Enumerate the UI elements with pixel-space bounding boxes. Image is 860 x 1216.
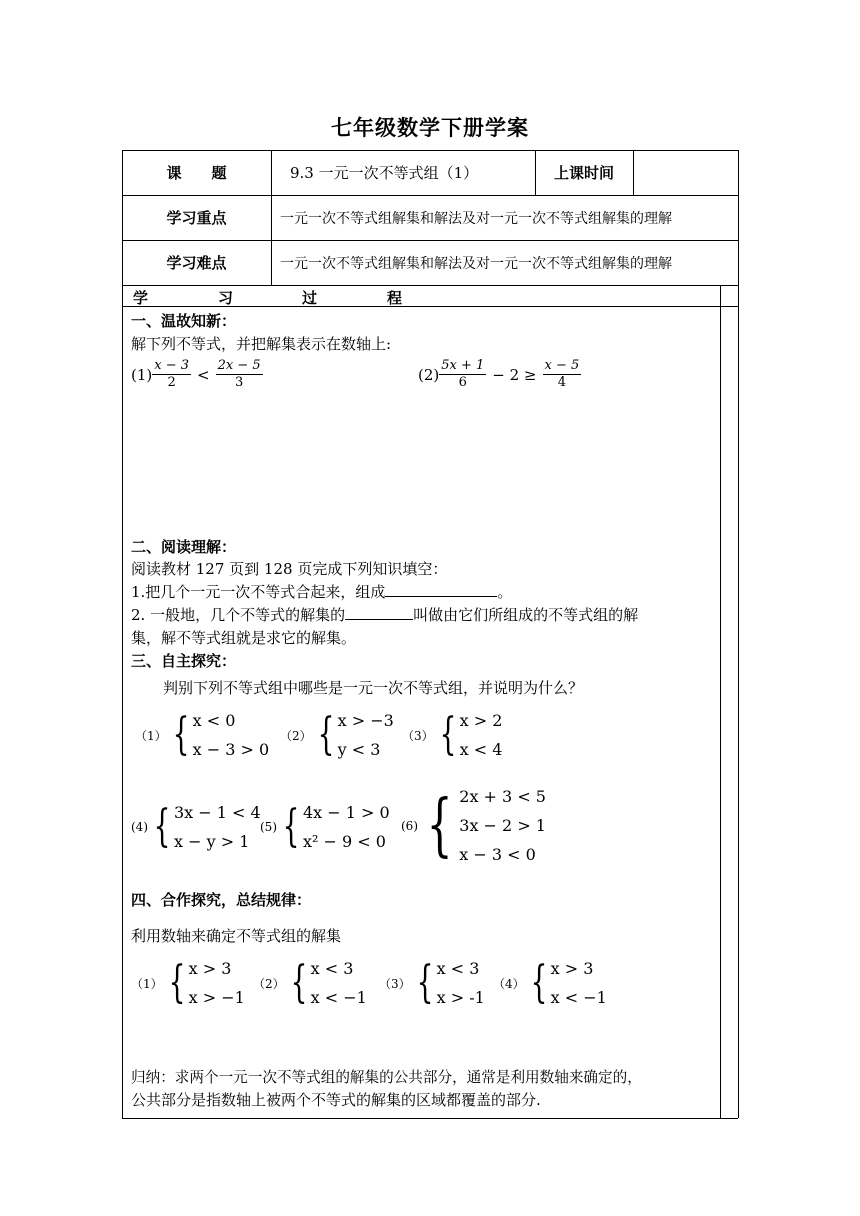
inequality: x > -1 xyxy=(436,988,485,1007)
section2-line xyxy=(131,581,512,602)
inequality: y < 3 xyxy=(337,740,381,759)
section1-instruction: 解下列不等式，并把解集表示在数轴上: xyxy=(131,335,392,353)
fill-blank xyxy=(345,605,413,620)
inequality-system xyxy=(402,706,502,764)
brace: { xyxy=(172,709,190,760)
system-label: (4) xyxy=(131,820,148,834)
inequality-system xyxy=(131,954,245,1012)
inequality-system xyxy=(379,954,485,1012)
section2-line: 阅读教材 127 页到 128 页完成下列知识填空： xyxy=(131,560,448,578)
text: 叫做由它们所组成的不等式组的解 xyxy=(413,606,639,624)
focus-value: 一元一次不等式组解集和解法及对一元一次不等式组解集的理解 xyxy=(280,210,672,227)
process-heading-char: 学 xyxy=(133,289,149,307)
operator: − 2 ≥ xyxy=(492,365,537,384)
inequality-system xyxy=(493,954,607,1012)
inequality-system xyxy=(135,706,269,764)
fill-blank xyxy=(385,582,497,597)
inequality: x < 3 xyxy=(310,959,354,978)
system-label: （2） xyxy=(253,976,285,991)
numerator: 2x − 5 xyxy=(217,358,261,373)
inequality: 3x − 1 < 4 xyxy=(174,803,261,822)
brace: { xyxy=(416,957,434,1008)
inequality: x > −3 xyxy=(337,711,394,730)
inequality: x < 3 xyxy=(436,959,480,978)
section2-heading: 二、阅读理解： xyxy=(131,538,237,556)
focus-label: 学习重点 xyxy=(166,209,227,227)
problem-label: (1) xyxy=(131,365,153,384)
inequality: x < 4 xyxy=(459,740,503,759)
operator: < xyxy=(197,365,210,384)
process-heading-char: 程 xyxy=(387,289,403,307)
process-heading-char: 习 xyxy=(218,289,234,307)
denominator: 2 xyxy=(167,375,176,390)
text: 。 xyxy=(497,583,513,601)
section3-prompt: 判别下列不等式组中哪些是一元一次不等式组，并说明为什么？ xyxy=(163,679,584,697)
inequality: x > −1 xyxy=(188,988,245,1007)
table-col-divider xyxy=(720,285,721,1118)
table-col-divider xyxy=(271,150,272,285)
section2-line xyxy=(131,604,638,625)
inequality-system xyxy=(131,798,261,856)
inequality: x − 3 > 0 xyxy=(192,740,270,759)
system-label: （1） xyxy=(135,728,167,743)
fraction xyxy=(216,358,263,391)
problem-label: (2) xyxy=(418,365,440,384)
inequality: x < −1 xyxy=(550,988,607,1007)
system-label: （3） xyxy=(402,728,434,743)
summary-line: 归纳：求两个一元一次不等式组的解集的公共部分，通常是利用数轴来确定的， xyxy=(131,1069,642,1086)
difficulty-label: 学习难点 xyxy=(166,254,227,272)
section1-heading: 一、温故知新： xyxy=(131,312,237,330)
inequality: 4x − 1 > 0 xyxy=(303,803,390,822)
table-border-left xyxy=(122,150,123,1118)
page-title: 七年级数学下册学案 xyxy=(331,115,529,140)
numerator: x − 5 xyxy=(544,358,580,373)
system-label: （4） xyxy=(493,976,525,991)
inequality-system xyxy=(260,798,390,856)
process-heading-char: 过 xyxy=(302,289,318,307)
table-border-bottom xyxy=(122,1118,738,1119)
inequality: x > 3 xyxy=(550,959,594,978)
section4-prompt: 利用数轴来确定不等式组的解集 xyxy=(131,927,342,945)
inequality-system xyxy=(253,954,367,1012)
difficulty-value: 一元一次不等式组解集和解法及对一元一次不等式组解集的理解 xyxy=(280,255,672,272)
table-row-divider xyxy=(122,306,738,307)
fraction xyxy=(543,358,582,391)
inequality: x > 2 xyxy=(459,711,503,730)
class-time-value xyxy=(633,150,738,195)
fraction xyxy=(152,358,191,391)
inequality: x − y > 1 xyxy=(174,832,250,851)
class-time-label: 上课时间 xyxy=(553,164,614,182)
numerator: 5x + 1 xyxy=(441,358,485,373)
text: 1.把几个一元一次不等式合起来，组成 xyxy=(131,583,386,601)
inequality-system xyxy=(280,706,394,764)
brace: { xyxy=(282,801,300,852)
system-label: （3） xyxy=(379,976,411,991)
inequality: x < −1 xyxy=(310,988,367,1007)
topic-label: 课 题 xyxy=(166,164,227,182)
summary-line: 公共部分是指数轴上被两个不等式的解集的区域都覆盖的部分. xyxy=(131,1091,541,1109)
inequality: x < 0 xyxy=(192,711,236,730)
problem-1 xyxy=(131,358,263,391)
section4-heading: 四、合作探究，总结规律： xyxy=(131,891,312,909)
system-label: （2） xyxy=(280,728,312,743)
system-label: (5) xyxy=(260,820,277,834)
topic-value: 9.3 一元一次不等式组（1） xyxy=(290,164,479,182)
table-border-right xyxy=(738,150,739,1118)
inequality-system xyxy=(401,782,546,869)
brace: { xyxy=(530,957,548,1008)
system-label: （1） xyxy=(131,976,163,991)
denominator: 6 xyxy=(458,375,467,390)
inequality: 3x − 2 > 1 xyxy=(459,816,546,835)
inequality: x − 3 < 0 xyxy=(459,845,536,864)
inequality: x² − 9 < 0 xyxy=(303,832,386,851)
inequality: 2x + 3 < 5 xyxy=(459,787,546,806)
fraction xyxy=(439,358,486,391)
inequality: x > 3 xyxy=(188,959,232,978)
numerator: x − 3 xyxy=(154,358,190,373)
brace: { xyxy=(426,785,453,865)
brace: { xyxy=(290,957,308,1008)
problem-2 xyxy=(418,358,581,391)
section3-heading: 三、自主探究： xyxy=(131,652,237,670)
system-label: (6) xyxy=(401,818,418,833)
brace: { xyxy=(439,709,457,760)
denominator: 3 xyxy=(234,375,244,390)
section2-line: 集，解不等式组就是求它的解集。 xyxy=(131,629,357,647)
brace: { xyxy=(153,801,171,852)
brace: { xyxy=(168,957,186,1008)
text: 2. 一般地，几个不等式的解集的 xyxy=(131,606,346,624)
denominator: 4 xyxy=(557,375,567,390)
table-row-divider xyxy=(122,285,738,286)
brace: { xyxy=(317,709,335,760)
